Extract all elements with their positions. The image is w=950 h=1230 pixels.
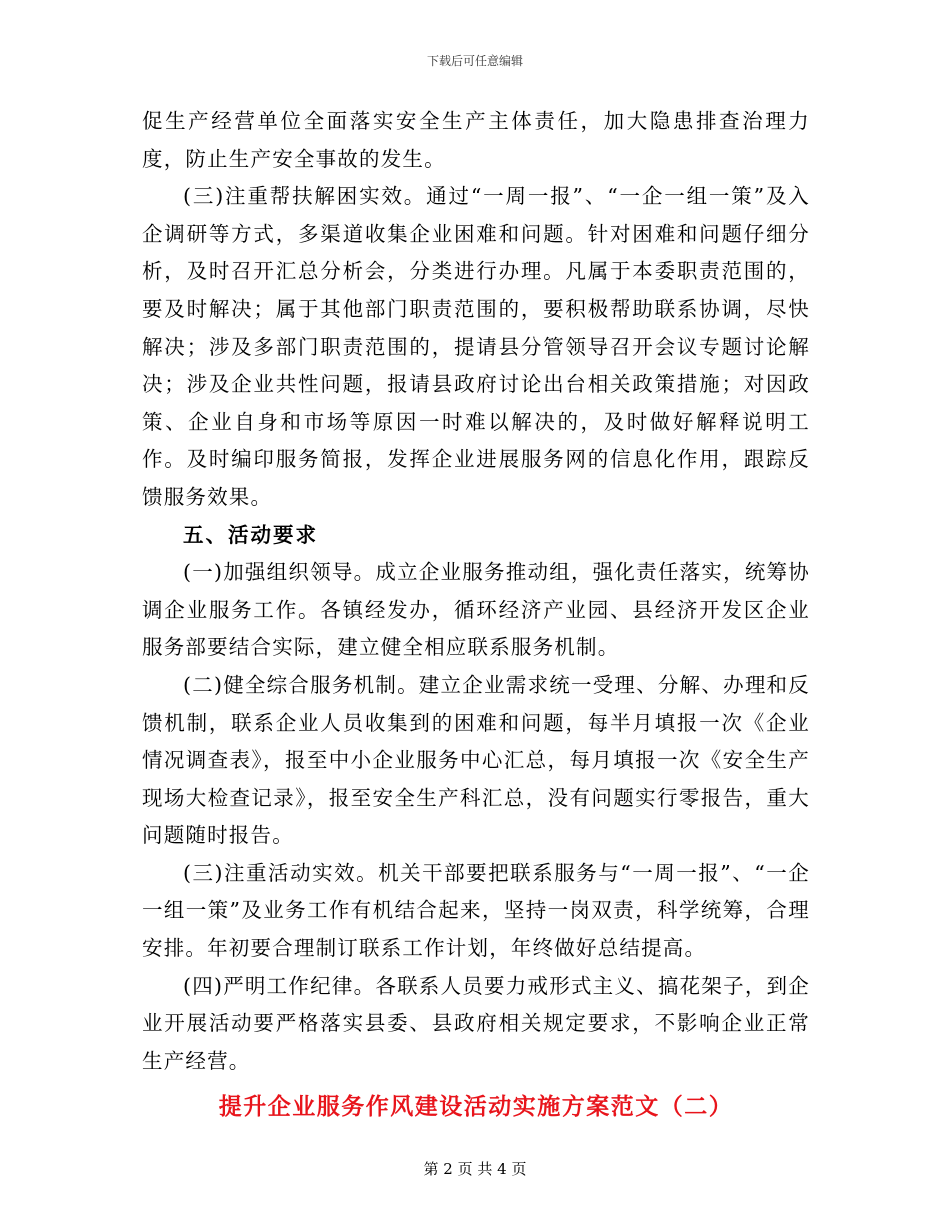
paragraph-item-1-leadership: (一)加强组织领导。成立企业服务推动组，强化责任落实，统筹协调企业服务工作。各镇经发办，循环经济产业园、县经济开发区企业服务部要结合实际，建立健全相应联系服务机制。	[142, 560, 810, 660]
paragraph-continuation: 促生产经营单位全面落实安全生产主体责任，加大隐患排查治理力度，防止生产安全事故的发生。	[142, 109, 810, 171]
next-document-title: 提升企业服务作风建设活动实施方案范文（二）	[218, 1093, 734, 1121]
paragraph-item-3-effectiveness: (三)注重活动实效。机关干部要把联系服务与“一周一报”、“一企一组一策”及业务工作有机结合起来，坚持一岗双责，科学统筹，合理安排。年初要合理制订联系工作计划，年终做好总结提高。	[142, 860, 810, 961]
paragraph-item-2-mechanism: (二)健全综合服务机制。建立企业需求统一受理、分解、办理和反馈机制，联系企业人员收集到的困难和问题，每半月填报一次《企业情况调查表》，报至中小企业服务中心汇总，每月填报一次《安全生产现场大检查记录》，报至安全生产科汇总，没有问题实行零报告，重大问题随时报告。	[142, 672, 810, 848]
paragraph-item-4-discipline: (四)严明工作纪律。各联系人员要力戒形式主义、搞花架子，到企业开展活动要严格落实县委、县政府相关规定要求，不影响企业正常生产经营。	[142, 973, 810, 1073]
page-footer-number: 第 2 页 共 4 页	[423, 1160, 527, 1178]
paragraph-item-3-assistance: (三)注重帮扶解困实效。通过“一周一报”、“一企一组一策”及入企调研等方式，多渠道收集企业困难和问题。针对困难和问题仔细分析，及时召开汇总分析会，分类进行办理。凡属于本委职责范围的，要及时解决；属于其他部门职责范围的，要积极帮助联系协调，尽快解决；涉及多部门职责范围的，提请县分管领导召开会议专题讨论解决；涉及企业共性问题，报请县政府讨论出台相关政策措施；对因政策、企业自身和市场等原因一时难以解决的，及时做好解释说明工作。及时编印服务简报，发挥企业进展服务网的信息化作用，跟踪反馈服务效果。	[142, 184, 810, 509]
document-body	[142, 103, 810, 1126]
page-header-note: 下载后可任意编辑	[426, 54, 523, 68]
section-heading-requirements: 五、活动要求	[183, 522, 318, 547]
